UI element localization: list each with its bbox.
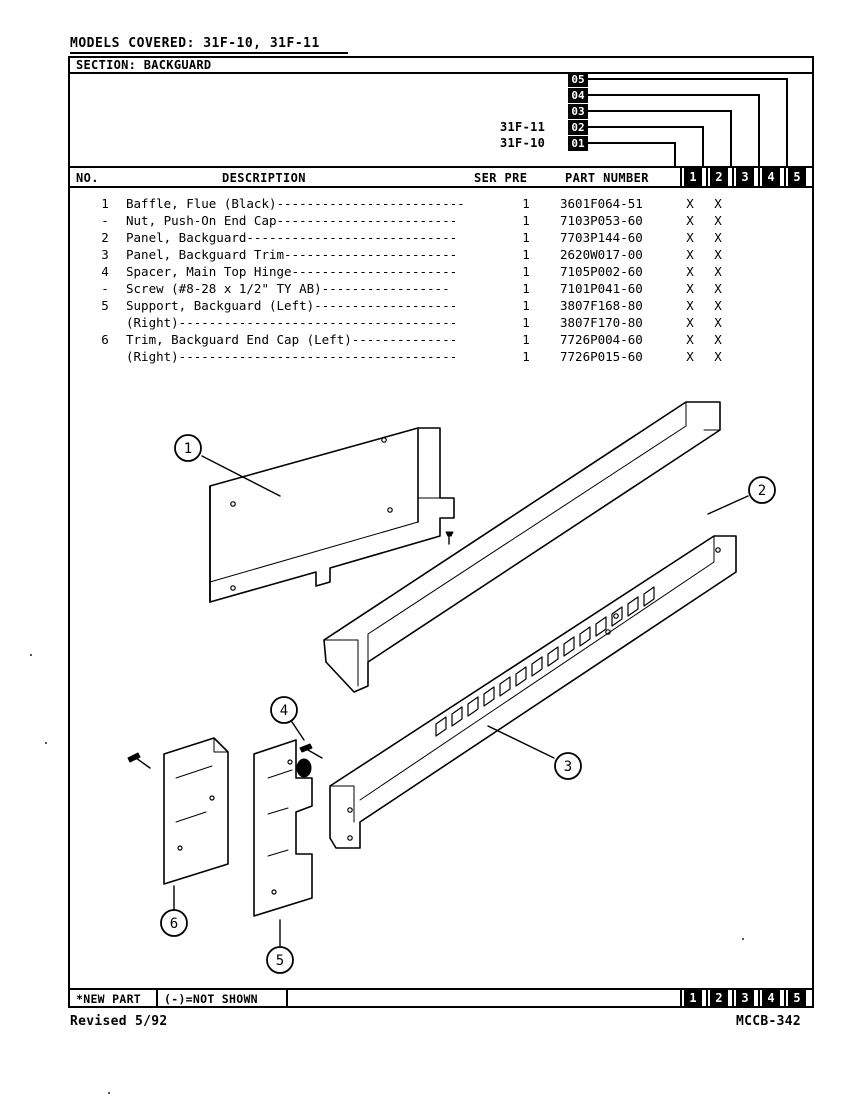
cell-mark-2: X <box>714 298 722 313</box>
header-description: DESCRIPTION <box>222 171 306 185</box>
ladder-line-04-h <box>588 94 760 96</box>
footer-model-col-4: 4 <box>762 990 780 1006</box>
ladder-chip-01: 01 <box>568 136 588 151</box>
cell-part-number: 7726P015-60 <box>560 349 643 364</box>
cell-part-number: 3807F170-80 <box>560 315 643 330</box>
table-row <box>68 315 814 332</box>
cell-mark-2: X <box>714 349 722 364</box>
cell-mark-2: X <box>714 230 722 245</box>
cell-desc: Trim, Backguard End Cap (Left)-------------- <box>126 332 458 347</box>
cell-qty: 1 <box>522 230 530 245</box>
cell-mark-1: X <box>686 264 694 279</box>
cell-part-number: 7703P144-60 <box>560 230 643 245</box>
ladder-chip-03: 03 <box>568 104 588 119</box>
cell-desc: Nut, Push-On End Cap------------------------ <box>126 213 458 228</box>
header-sep-4 <box>758 166 760 188</box>
cell-no: 6 <box>101 332 109 347</box>
table-row <box>68 247 814 264</box>
header-sep-5 <box>784 166 786 188</box>
cell-mark-2: X <box>714 264 722 279</box>
cell-part-number: 3601F064-51 <box>560 196 643 211</box>
cell-part-number: 3807F168-80 <box>560 298 643 313</box>
cell-mark-2: X <box>714 196 722 211</box>
ladder-line-03-h <box>588 110 732 112</box>
cell-mark-2: X <box>714 281 722 296</box>
header-model-col-2: 2 <box>710 168 728 186</box>
cell-mark-1: X <box>686 332 694 347</box>
ladder-line-05-h <box>588 78 788 80</box>
cell-desc: Support, Backguard (Left)------------------- <box>126 298 458 313</box>
model-ladder <box>68 74 814 166</box>
cell-no: 2 <box>101 230 109 245</box>
table-row <box>68 281 814 298</box>
cell-qty: 1 <box>522 281 530 296</box>
svg-text:2: 2 <box>757 483 767 499</box>
table-row <box>68 196 814 213</box>
cell-mark-1: X <box>686 315 694 330</box>
cell-desc: (Right)------------------------------------- <box>126 349 458 364</box>
table-header-row <box>68 166 814 188</box>
ladder-line-02-h <box>588 126 704 128</box>
svg-text:6: 6 <box>169 916 179 932</box>
cell-mark-1: X <box>686 298 694 313</box>
footer-sep-4 <box>758 988 760 1008</box>
document-code: MCCB-342 <box>736 1014 802 1029</box>
cell-qty: 1 <box>522 247 530 262</box>
header-sep-3 <box>732 166 734 188</box>
ladder-chip-02: 02 <box>568 120 588 135</box>
cell-part-number: 7726P004-60 <box>560 332 643 347</box>
section-title: SECTION: BACKGUARD <box>76 58 212 72</box>
ladder-line-05-v <box>786 78 788 168</box>
cell-part-number: 7105P002-60 <box>560 264 643 279</box>
cell-mark-1: X <box>686 247 694 262</box>
footer-sep-2 <box>706 988 708 1008</box>
footer-sep-1 <box>680 988 682 1008</box>
table-row <box>68 264 814 281</box>
svg-text:3: 3 <box>563 759 573 775</box>
header-model-col-5: 5 <box>788 168 806 186</box>
cell-qty: 1 <box>522 315 530 330</box>
ladder-line-01-v <box>674 142 676 168</box>
models-covered-underline <box>70 52 348 54</box>
cell-desc: Screw (#8-28 x 1/2" TY AB)----------------- <box>126 281 450 296</box>
exploded-view-illustration <box>68 386 814 986</box>
footer-new-part-note: *NEW PART <box>76 992 142 1006</box>
ladder-model-31f-10: 31F-10 <box>500 136 546 150</box>
footer-model-col-3: 3 <box>736 990 754 1006</box>
cell-no: 1 <box>101 196 109 211</box>
cell-mark-1: X <box>686 213 694 228</box>
cell-no: - <box>101 213 109 228</box>
header-ser-pre: SER PRE <box>474 171 528 185</box>
cell-part-number: 2620W017-00 <box>560 247 643 262</box>
cell-mark-1: X <box>686 349 694 364</box>
cell-mark-1: X <box>686 230 694 245</box>
cell-desc: Panel, Backguard---------------------------- <box>126 230 458 245</box>
cell-desc: Spacer, Main Top Hinge---------------------- <box>126 264 458 279</box>
header-no: NO. <box>76 171 99 185</box>
models-covered-title: MODELS COVERED: 31F-10, 31F-11 <box>70 36 320 51</box>
scan-speck <box>742 938 744 940</box>
scan-speck <box>30 654 32 656</box>
cell-mark-2: X <box>714 213 722 228</box>
table-row <box>68 230 814 247</box>
cell-mark-1: X <box>686 196 694 211</box>
cell-qty: 1 <box>522 213 530 228</box>
header-sep-1 <box>680 166 682 188</box>
footer-not-shown-note: (-)=NOT SHOWN <box>164 992 258 1006</box>
ladder-line-02-v <box>702 126 704 168</box>
cell-qty: 1 <box>522 332 530 347</box>
ladder-model-31f-11: 31F-11 <box>500 120 546 134</box>
ladder-line-04-v <box>758 94 760 168</box>
cell-mark-2: X <box>714 332 722 347</box>
cell-no: 5 <box>101 298 109 313</box>
cell-desc: Baffle, Flue (Black)------------------------- <box>126 196 465 211</box>
cell-mark-2: X <box>714 247 722 262</box>
header-model-col-1: 1 <box>684 168 702 186</box>
parts-table <box>68 196 814 366</box>
table-row <box>68 332 814 349</box>
footer-model-col-5: 5 <box>788 990 806 1006</box>
header-model-col-4: 4 <box>762 168 780 186</box>
cell-qty: 1 <box>522 298 530 313</box>
table-row <box>68 298 814 315</box>
header-model-col-3: 3 <box>736 168 754 186</box>
footer-sep-mid <box>286 988 288 1008</box>
svg-text:5: 5 <box>275 953 285 969</box>
cell-desc: (Right)------------------------------------- <box>126 315 458 330</box>
cell-no: 4 <box>101 264 109 279</box>
footer-sep-note <box>156 988 158 1008</box>
table-row <box>68 349 814 366</box>
svg-text:4: 4 <box>279 703 289 719</box>
ladder-line-03-v <box>730 110 732 168</box>
cell-mark-1: X <box>686 281 694 296</box>
footer-sep-5 <box>784 988 786 1008</box>
header-sep-2 <box>706 166 708 188</box>
scan-speck <box>45 742 47 744</box>
cell-part-number: 7103P053-60 <box>560 213 643 228</box>
table-row <box>68 213 814 230</box>
cell-no: 3 <box>101 247 109 262</box>
cell-qty: 1 <box>522 264 530 279</box>
footer-model-col-1: 1 <box>684 990 702 1006</box>
cell-no: - <box>101 281 109 296</box>
cell-mark-2: X <box>714 315 722 330</box>
svg-text:1: 1 <box>183 441 193 457</box>
scan-speck <box>108 1092 110 1094</box>
ladder-chip-05: 05 <box>568 72 588 87</box>
cell-desc: Panel, Backguard Trim----------------------- <box>126 247 458 262</box>
ladder-chip-04: 04 <box>568 88 588 103</box>
revised-date: Revised 5/92 <box>70 1014 168 1029</box>
header-part-number: PART NUMBER <box>565 171 649 185</box>
ladder-line-01-h <box>588 142 676 144</box>
cell-qty: 1 <box>522 196 530 211</box>
cell-qty: 1 <box>522 349 530 364</box>
footer-sep-3 <box>732 988 734 1008</box>
cell-part-number: 7101P041-60 <box>560 281 643 296</box>
footer-model-col-2: 2 <box>710 990 728 1006</box>
